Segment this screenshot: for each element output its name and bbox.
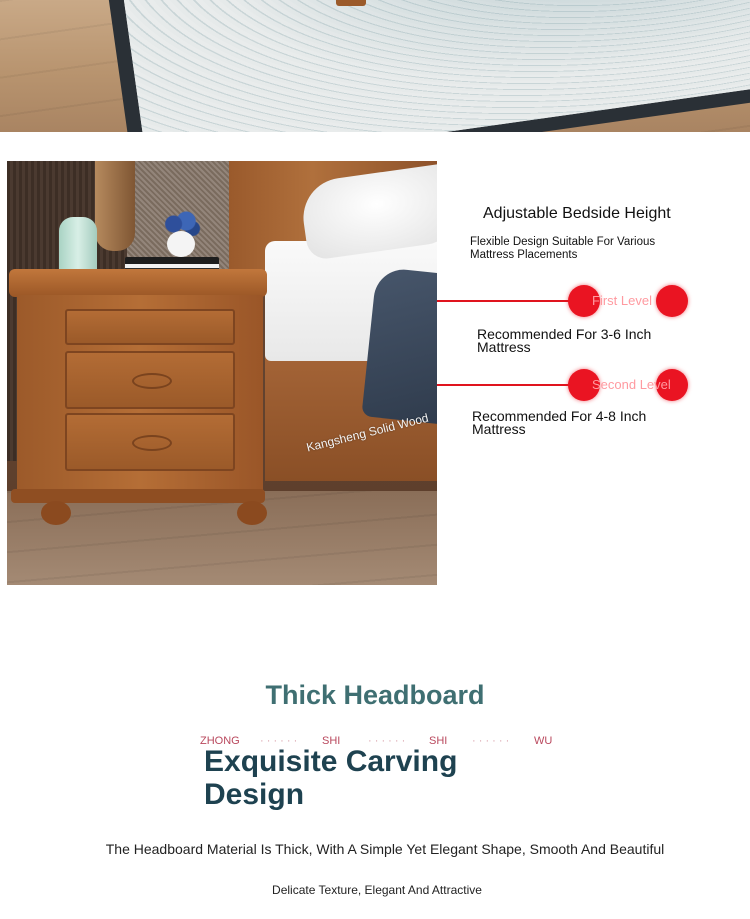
- feature-title: Thick Headboard: [265, 680, 485, 710]
- nightstand-drawer: [65, 351, 235, 409]
- pinyin-word: WU: [534, 735, 553, 747]
- dots-divider: · · · · · ·: [368, 735, 406, 747]
- height-guide-title: Adjustable Bedside Height: [483, 205, 671, 222]
- level-dot: [656, 285, 688, 317]
- drawer-handle: [132, 373, 172, 389]
- pinyin-word: ZHONG: [200, 735, 240, 747]
- pinyin-word: SHI: [429, 735, 448, 747]
- level-recommendation-first: Recommended For 3-6 Inch Mattress: [477, 326, 652, 355]
- level-line-second: [437, 384, 587, 386]
- wood-floor: [7, 491, 437, 585]
- pinyin-word: SHI: [322, 735, 341, 747]
- nightstand-foot: [237, 501, 267, 525]
- level-marker-first: [568, 285, 688, 315]
- nightstand-drawer: [65, 413, 235, 471]
- furniture-leg: [336, 0, 366, 6]
- floor-rug-photo: [0, 0, 750, 132]
- feature-heading: Exquisite Carving Design: [204, 745, 458, 811]
- height-guide-description: Flexible Design Suitable For Various Mattress Placements: [470, 236, 656, 261]
- level-marker-second: [568, 369, 688, 399]
- nightstand-top: [9, 269, 267, 297]
- nightstand-drawer-top: [65, 309, 235, 345]
- flower-pot: [167, 231, 195, 257]
- level-label-second: Second Level: [592, 377, 671, 392]
- dots-divider: · · · · · ·: [472, 735, 510, 747]
- nightstand-foot: [41, 501, 71, 525]
- dots-divider: · · · · · ·: [260, 735, 298, 747]
- lamp: [95, 161, 135, 251]
- level-recommendation-second: Recommended For 4-8 Inch Mattress: [472, 408, 647, 437]
- nightstand-plinth: [11, 489, 265, 503]
- nightstand-photo: [7, 161, 437, 585]
- brand-watermark: Kangsheng Solid Wood: [305, 410, 430, 455]
- level-line-first: [437, 300, 587, 302]
- feature-body-line2: Delicate Texture, Elegant And Attractive: [272, 883, 482, 897]
- feature-body-line1: The Headboard Material Is Thick, With A Simple Yet Elegant Shape, Smooth And Beautiful: [105, 841, 665, 857]
- level-label-first: First Level: [592, 293, 652, 308]
- drawer-handle: [132, 435, 172, 451]
